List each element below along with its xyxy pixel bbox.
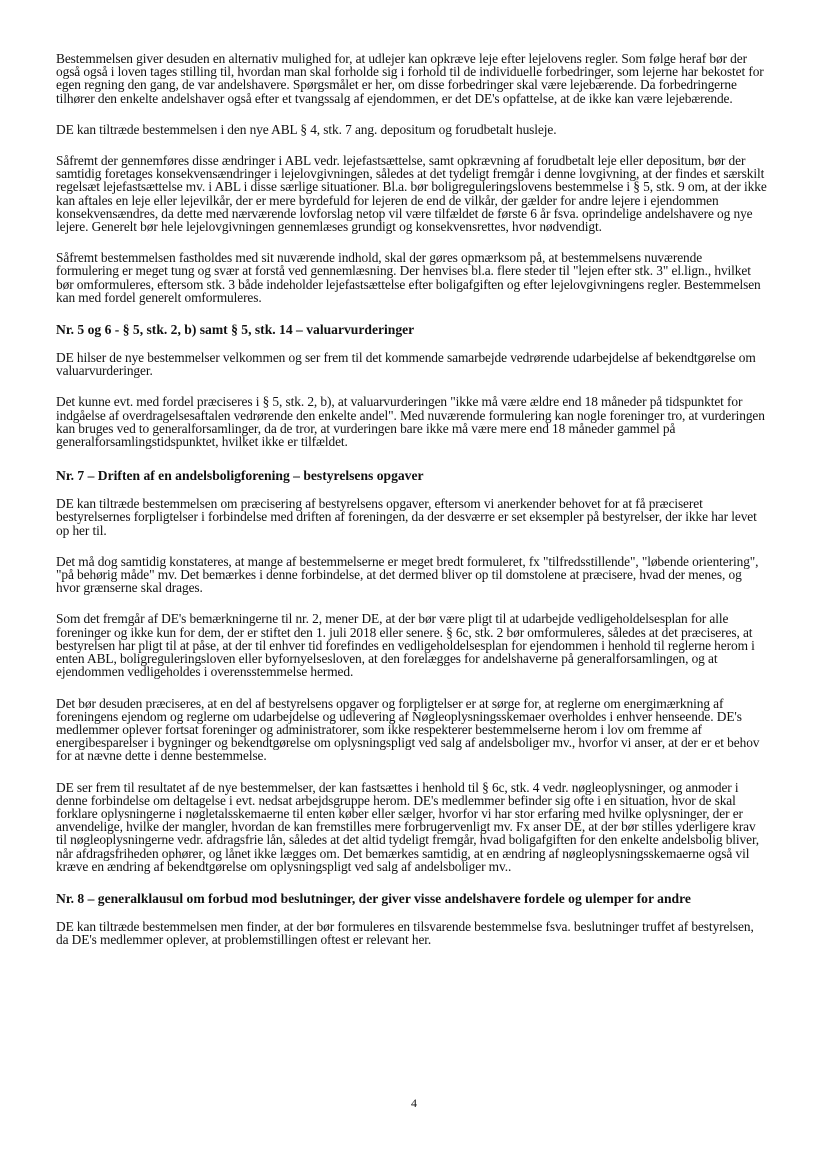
paragraph-general-clause: DE kan tiltræde bestemmelsen men finder, at der bør formuleres en tilsvarende bestemmelse fsva. beslutninger truffet af bestyrelsen, da DE's medlemmer oplever, at problemstillingen oftest er relevant her. (56, 918, 754, 948)
paragraph-board-duties-agree: DE kan tiltræde bestemmelsen om præcisering af bestyrelsens opgaver, eftersom vi anerkender behovet for at få præciseret bestyrelsernes forpligtelser i forbindelse med driften af foreningen, da der desværre er set eksempler på bestyrelser, der ikke har levet op her til. (56, 496, 757, 538)
paragraph-reformulation: Såfremt bestemmelsen fastholdes med sit nuværende indhold, skal der gøres opmærksom på, at bestemmelsens nuværende formulering er meget tung og svær at forstå ved gennemlæsning. Der henvises bl.a. flere steder til "lejen efter stk. 3" el.lign., hvilket bør omformuleres, eftersom stk. 3 både indeholder lejefastsættelse efter boligafgiften og efter lejelovgivningens regler. Bestemmelsen kan med fordel generelt omformuleres. (56, 250, 761, 305)
heading-general-clause: Nr. 8 – generalklausul om forbud mod beslutninger, der giver visse andelshavere fordele og ulemper for andre (56, 890, 691, 906)
paragraph-deposit: DE kan tiltræde bestemmelsen i den nye ABL § 4, stk. 7 ang. depositum og forudbetalt husleje. (56, 121, 557, 137)
paragraph-consequential-changes: Såfremt der gennemføres disse ændringer i ABL vedr. lejefastsættelse, samt opkrævning af forudbetalt leje eller depositum, bør der samtidig foretages konsekvensændringer i lejelovgivningen, således at det tydeligt fremgår i denne lovgivning, at der findes et særskilt regelsæt lejefastsættelse mv. i ABL i disse særlige situationer. Bl.a. bør boligreguleringslovens bestemmelse i § 5, stk. 9 om, at der ikke kan aftales en leje eller lejevilkår, der er mere byrdefuld for lejeren de end de vilkår, der gælder for andre lejere i ejendommen konsekvensændres, da dette med nærværende lovforslag netop vil være tilfældet de første 6 år fsva. oprindelige andelshavere og nye lejere. Generelt bør hele lejelovgivningen gennemlæses grundigt og konsekvensrettes, hvor nødvendigt. (56, 153, 767, 235)
heading-valuation: Nr. 5 og 6 - § 5, stk. 2, b) samt § 5, stk. 14 – valuarvurderinger (56, 322, 415, 338)
paragraph-valuation-clarify: Det kunne evt. med fordel præciseres i § 5, stk. 2, b), at valuarvurderingen "ikke må være ældre end 18 måneder på tidspunktet for indgåelse af overdragelsesaftalen vedrørende den enkelte andel". Med nuværende formulering kan nogle foreninger tro, at vurderingen kan bruges ved to generalforsamlinger, da de tror, at vurderingen bare ikke må være mere end 18 måneder gammel på generalforsamlingstidspunktet, hvilket ikke er tilfældet. (56, 394, 765, 450)
paragraph-valuation-welcome: DE hilser de nye bestemmelser velkommen og ser frem til det kommende samarbejde vedrørende udarbejdelse af bekendtgørelse om valuarvurderinger. (56, 350, 756, 379)
heading-board-duties: Nr. 7 – Driften af en andelsboligforening – bestyrelsens opgaver (56, 468, 424, 484)
paragraph-maintenance-plan: Som det fremgår af DE's bemærkningerne til nr. 2, mener DE, at der bør være pligt til at udarbejde vedligeholdelsesplan for alle foreninger og ikke kun for dem, der er stiftet den 1. juli 2018 eller senere. § 6c, stk. 2 bør omformuleres, således at det præciseres, at bestyrelsen har pligt til at påse, at der til enhver tid forefindes en vedligeholdelsesplan for ejendommen i henhold til reglerne herom i enten ABL, boligreguleringsloven eller byfornyelsesloven, at den forelægges for andelshaverne på generalforsamlingen, og at ejendommen vedligeholdes i overensstemmelse hermed. (56, 611, 755, 680)
page-number: 4 (411, 1096, 417, 1110)
paragraph-alternative-rent: Bestemmelsen giver desuden en alternativ mulighed for, at udlejer kan opkræve leje efter lejelovens regler. Som følge heraf bør der også også i loven tages stilling til, hvordan man skal forholde sig i forhold til de individuelle forbedringer, som lejerne har bekostet for egen regning den gang, de var andelshavere. Spørgsmålet er her, om disse forbedringer skal være lejebærende. Da forbedringerne tilhører den enkelte andelshaver også efter et tvangssalg af ejendommen, er det DE's opfattelse, at de ikke kan være lejebærende. (56, 51, 764, 106)
paragraph-energy-labelling: Det bør desuden præciseres, at en del af bestyrelsens opgaver og forpligtelser er at sørge for, at reglerne om energimærkning af foreningens ejendom og reglerne om udarbejdelse og udlevering af Nøgleoplysningsskemaer overholdes i enhver henseende. DE's medlemmer oplever fortsat foreninger og administratorer, som ikke respekterer bestemmelserne herom i lov om fremme af energibesparelser i bygninger og bekendtgørelse om oplysningspligt ved salg af andelsboliger mv., hvorfor vi anser, at der er et behov for at nævne dette i denne bestemmelse. (56, 695, 760, 764)
paragraph-key-information: DE ser frem til resultatet af de nye bestemmelser, der kan fastsættes i henhold til § 6c, stk. 4 vedr. nøgleoplysninger, og anmoder i denne forbindelse om deltagelse i evt. nedsat arbejdsgruppe herom. DE's medlemmer befinder sig ofte i en situation, hvor de skal forklare oplysningerne i nøgletalsskemaerne til enten køber eller sælger, hvorfor vi har stor erfaring med hvilke oplysninger, der er anvendelige, hvilke der mangler, hvordan de kan fremstilles mere forbrugervenligt mv. Fx anser DE, at der bør stilles yderligere krav til nøgleoplysningerne vedr. afdragsfrie lån, således at det altid tydeligt fremgår, hvad boligafgiften for den enkelte andelsbolig bliver, når afdragsfriheden ophører, og lånet ikke lægges om. Det bemærkes samtidig, at en ændring af nøgleoplysningsskemaerne også vil kræve en ændring af bekendtgørelse om oplysningspligt ved salg af andelsboliger mv.. (56, 779, 760, 874)
paragraph-board-duties-broad: Det må dog samtidig konstateres, at mange af bestemmelserne er meget bredt formuleret, fx "tilfredsstillende", "løbende orientering", "på behørig måde" mv. Det bemærkes i denne forbindelse, at det dermed bliver op til domstolene at præcisere, hvad der menes, og hvor grænserne skal drages. (56, 553, 759, 596)
